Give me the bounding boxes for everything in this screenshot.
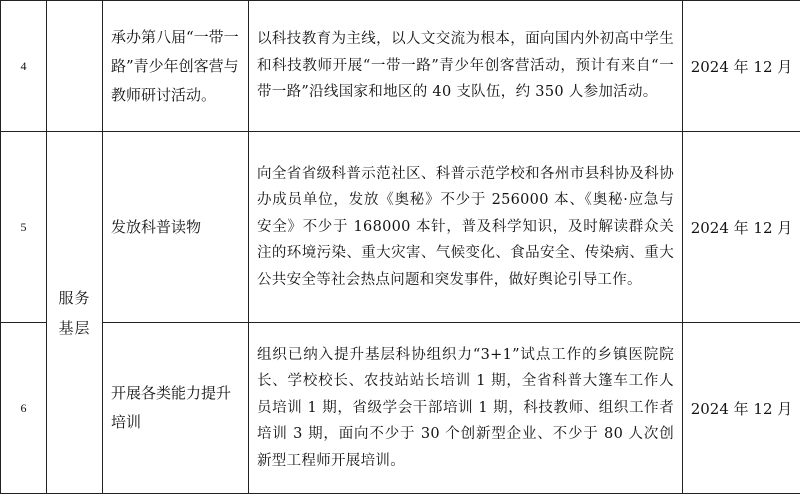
table-row: [1, 1, 800, 132]
table-row: [1, 323, 800, 494]
row-number: 6: [1, 323, 47, 494]
item-description: 组织已纳入提升基层科协组织力“3+1”试点工作的乡镇医院院长、学校校长、农技站站长培训 1 期，全省科普大篷车工作人员培训 1 期，省级学会干部培训 1 期，科技教师、组织工作者培训 3 期，面向不少于 30 个创新型企业、不少于 80 人次创新型工程师开展培训。: [249, 323, 683, 494]
item-name: 开展各类能力提升培训: [103, 323, 249, 494]
item-name: 承办第八届“一带一路”青少年创客营与教师研讨活动。: [103, 1, 249, 132]
item-name: 发放科普读物: [103, 132, 249, 323]
category-cell: [47, 132, 103, 494]
item-time: 2024 年 12 月: [683, 323, 800, 494]
item-time: 2024 年 12 月: [683, 1, 800, 132]
row-number: 5: [1, 132, 47, 323]
table-row: [1, 132, 800, 323]
item-description: 以科技教育为主线，以人文交流为根本，面向国内外初高中学生和科技教师开展“一带一路”青少年创客营活动，预计有来自“一带一路”沿线国家和地区的 40 支队伍，约 350 人参加活动。: [249, 1, 683, 132]
item-time: 2024 年 12 月: [683, 132, 800, 323]
row-number: 4: [1, 1, 47, 132]
category-cell: [47, 1, 103, 132]
item-description: 向全省省级科普示范社区、科普示范学校和各州市县科协及科协办成员单位，发放《奥秘》不少于 256000 本、《奥秘·应急与安全》不少于 168000 本针，普及科学知识，及时解读群众关注的环境污染、重大灾害、气候变化、食品安全、传染病、重大公共安全等社会热点问题和突发事件，做好舆论引导工作。: [249, 132, 683, 323]
category-label: 服务基层: [58, 283, 92, 343]
